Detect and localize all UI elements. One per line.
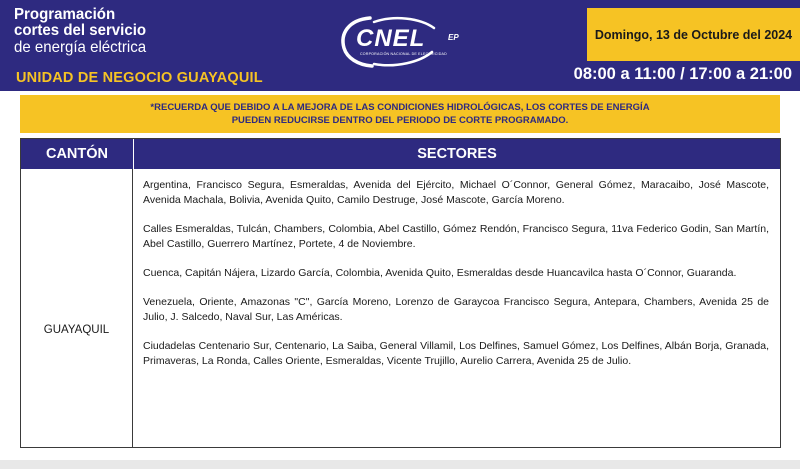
column-divider — [132, 169, 133, 447]
business-unit-label: UNIDAD DE NEGOCIO GUAYAQUIL — [16, 70, 263, 86]
sector-group: Argentina, Francisco Segura, Esmeraldas, Avenida del Ejército, Michael O´Connor, General Gómez, Maracaibo, José Mascote, Avenida Machala, Bolivia, Avenida Quito, Camilo Destruge, José Mascote, García Moreno. — [143, 179, 769, 206]
canton-cell: GUAYAQUIL — [43, 324, 110, 336]
logo-wordmark: CNEL — [356, 25, 426, 52]
logo-ep: EP — [448, 33, 459, 42]
header-sectores: SECTORES — [417, 146, 497, 162]
sector-group: Ciudadelas Centenario Sur, Centenario, La Saiba, General Villamil, Los Delfines, Samuel Gómez, Los Delfines, Albán Borja, Granada, Primaveras, La Ronda, Calles Oriente, Esmeraldas, Vicente Trujillo, Aurelio Carrera, Avenida 25 de Julio. — [143, 340, 769, 367]
sector-group: Venezuela, Oriente, Amazonas "C", García Moreno, Lorenzo de Garaycoa Francisco Segura, Antepara, Chambers, Avenida 25 de Julio, J. Salcedo, Naval Sur, Las Américas. — [143, 296, 769, 323]
schedule-table — [20, 138, 781, 448]
date-text: Domingo, 13 de Octubre del 2024 — [594, 27, 793, 42]
bottom-strip — [0, 460, 800, 469]
header-banner — [0, 0, 800, 91]
title-line-3: de energía eléctrica — [14, 39, 147, 56]
notice-line-1: *RECUERDA QUE DEBIDO A LA MEJORA DE LAS CONDICIONES HIDROLÓGICAS, LOS CORTES DE ENERGÍA — [150, 102, 650, 113]
notice-line-2: PUEDEN REDUCIRSE DENTRO DEL PERIODO DE CORTE PROGRAMADO. — [231, 115, 569, 126]
table-header — [21, 139, 780, 169]
logo-subtitle: CORPORACIÓN NACIONAL DE ELECTRICIDAD — [360, 52, 447, 56]
sector-group: Calles Esmeraldas, Tulcán, Chambers, Colombia, Abel Castillo, Gómez Rendón, Francisco Segura, 11va Federico Godin, San Martín, Abel Castillo, Guerrero Martínez, Portete, 4 de Noviembre. — [143, 223, 769, 250]
header-canton: CANTÓN — [21, 139, 134, 169]
cnel-logo — [334, 12, 484, 74]
title-line-2: cortes del servicio — [14, 22, 147, 39]
sector-group: Cuenca, Capitán Nájera, Lizardo García, Colombia, Avenida Quito, Esmeraldas desde Huancavilca hasta O´Connor, Guaranda. — [143, 267, 737, 279]
date-badge — [587, 8, 800, 61]
outage-hours: 08:00 a 11:00 / 17:00 a 21:00 — [573, 65, 792, 83]
notice-banner — [20, 95, 780, 133]
sectors-cell — [143, 178, 769, 383]
title-line-1: Programación — [14, 6, 116, 23]
